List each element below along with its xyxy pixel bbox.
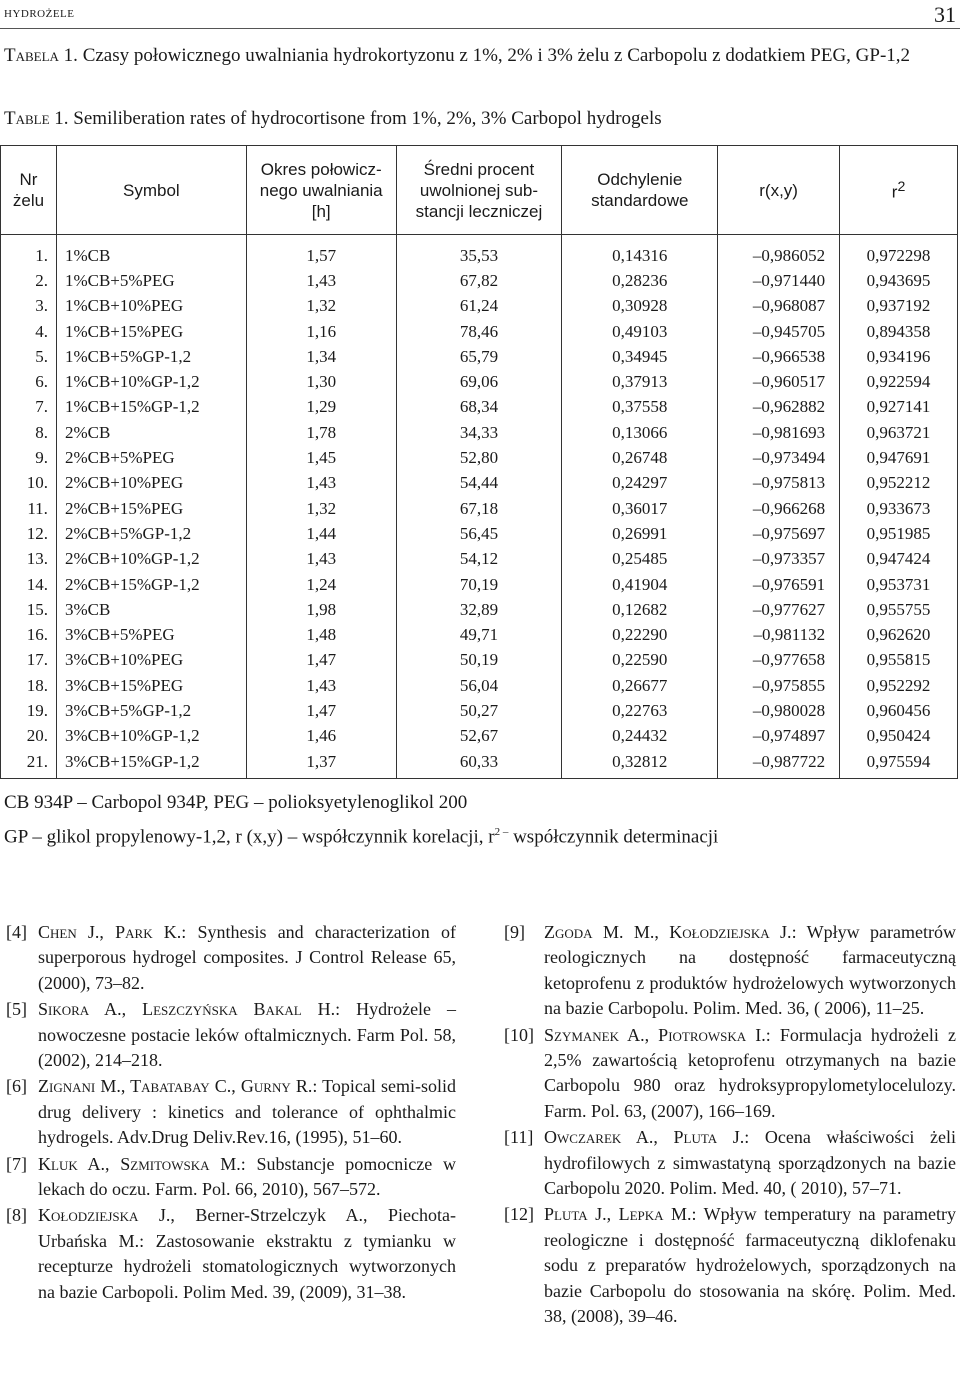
cell-r2: 0,934196 — [840, 344, 958, 369]
reference-text: , Berner-Strzelczyk A., Piechota-Urbańska M.: Zastosowanie ekstraktu z tymianku w recepturze hydrożeli stomatologicznych wytworzonych na bazie Carbopoli. Polim Med. 39, (2009), 31–38. — [38, 1205, 456, 1302]
cell-sredni: 61,24 — [396, 294, 562, 319]
cell-rxy: –0,971440 — [718, 268, 840, 293]
table-row — [1, 369, 958, 394]
cell-rxy: –0,973494 — [718, 445, 840, 470]
table-row — [1, 724, 958, 749]
cell-r2: 0,922594 — [840, 369, 958, 394]
table-row — [1, 648, 958, 673]
cell-symbol: 1%CB+15%GP-1,2 — [56, 395, 246, 420]
cell-symbol: 1%CB+15%PEG — [56, 319, 246, 344]
cell-odch: 0,14316 — [562, 235, 718, 269]
cell-sredni: 54,44 — [396, 471, 562, 496]
reference-text: : Wpływ temperatury na parametry reologiczne i dostępność farmaceutyczną diklofenaku sodu z preparatów hydrożelowych, sporządzonych na bazie Carbopolu do stosowania na skórę. Polim. Med. 38, (2008), 39–46. — [544, 1204, 956, 1327]
cell-r2: 0,960456 — [840, 698, 958, 723]
cell-okres: 1,24 — [246, 572, 396, 597]
reference-number: [12] — [504, 1204, 534, 1225]
cell-odch: 0,25485 — [562, 547, 718, 572]
cell-sredni: 60,33 — [396, 749, 562, 779]
cell-sredni: 52,67 — [396, 724, 562, 749]
cell-nr: 7. — [1, 395, 57, 420]
cell-odch: 0,13066 — [562, 420, 718, 445]
cell-okres: 1,57 — [246, 235, 396, 269]
cell-r2: 0,955815 — [840, 648, 958, 673]
cell-r2: 0,953731 — [840, 572, 958, 597]
cell-nr: 15. — [1, 597, 57, 622]
cell-sredni: 67,82 — [396, 268, 562, 293]
cell-sredni: 67,18 — [396, 496, 562, 521]
cell-nr: 13. — [1, 547, 57, 572]
cell-okres: 1,37 — [246, 749, 396, 779]
cell-nr: 20. — [1, 724, 57, 749]
cell-odch: 0,49103 — [562, 319, 718, 344]
cell-rxy: –0,975813 — [718, 471, 840, 496]
cell-sredni: 70,19 — [396, 572, 562, 597]
table-row — [1, 344, 958, 369]
footnote-2-sup: 2 – — [494, 826, 509, 838]
table-row — [1, 445, 958, 470]
table-row — [1, 420, 958, 445]
reference-authors: Chen J., Park K. — [38, 922, 182, 942]
header-rxy: r(x,y) — [718, 146, 840, 235]
table-row — [1, 268, 958, 293]
table-row — [1, 235, 958, 269]
cell-odch: 0,22290 — [562, 622, 718, 647]
reference-number: [6] — [6, 1076, 27, 1097]
cell-rxy: –0,975697 — [718, 521, 840, 546]
cell-sredni: 50,27 — [396, 698, 562, 723]
cell-sredni: 78,46 — [396, 319, 562, 344]
cell-nr: 17. — [1, 648, 57, 673]
cell-okres: 1,43 — [246, 547, 396, 572]
cell-rxy: –0,987722 — [718, 749, 840, 779]
cell-odch: 0,24297 — [562, 471, 718, 496]
cell-okres: 1,30 — [246, 369, 396, 394]
cell-odch: 0,26991 — [562, 521, 718, 546]
reference-item — [504, 1023, 956, 1125]
cell-symbol: 3%CB+10%PEG — [56, 648, 246, 673]
caption-label-en: Table 1. — [4, 108, 69, 129]
footnote-1: CB 934P – Carbopol 934P, PEG – polioksyetylenoglikol 200 — [4, 792, 468, 813]
cell-rxy: –0,981693 — [718, 420, 840, 445]
reference-number: [10] — [504, 1024, 534, 1045]
cell-symbol: 3%CB+5%PEG — [56, 622, 246, 647]
cell-nr: 14. — [1, 572, 57, 597]
reference-text: : Hydrożele – nowoczesne postacie leków oftalmicznych. Farm Pol. 58, (2002), 214–218. — [38, 999, 456, 1071]
cell-sredni: 52,80 — [396, 445, 562, 470]
cell-nr: 18. — [1, 673, 57, 698]
cell-rxy: –0,981132 — [718, 622, 840, 647]
cell-okres: 1,43 — [246, 471, 396, 496]
cell-okres: 1,34 — [246, 344, 396, 369]
cell-r2: 0,951985 — [840, 521, 958, 546]
cell-symbol: 1%CB+10%GP-1,2 — [56, 369, 246, 394]
cell-nr: 1. — [1, 235, 57, 269]
cell-odch: 0,36017 — [562, 496, 718, 521]
cell-r2: 0,962620 — [840, 622, 958, 647]
header-symbol: Symbol — [56, 146, 246, 235]
table-row — [1, 698, 958, 723]
reference-item — [504, 1125, 956, 1201]
reference-authors: Zignani M., Tabatabay C., Gurny R. — [38, 1076, 313, 1097]
cell-sredni: 65,79 — [396, 344, 562, 369]
cell-okres: 1,32 — [246, 294, 396, 319]
cell-odch: 0,30928 — [562, 294, 718, 319]
table-row — [1, 622, 958, 647]
cell-r2: 0,955755 — [840, 597, 958, 622]
page-header — [0, 2, 960, 26]
header-rule — [0, 28, 960, 29]
cell-rxy: –0,973357 — [718, 547, 840, 572]
caption-text-pl: Czasy połowicznego uwalniania hydrokortyzonu z 1%, 2% i 3% żelu z Carbopolu z dodatkiem PEG, GP-1,2 — [82, 45, 911, 66]
table-row — [1, 597, 958, 622]
cell-r2: 0,927141 — [840, 395, 958, 420]
reference-item — [6, 997, 456, 1073]
reference-number: [7] — [6, 1153, 27, 1174]
reference-item — [6, 920, 456, 996]
reference-number: [11] — [504, 1127, 534, 1148]
cell-symbol: 3%CB+5%GP-1,2 — [56, 698, 246, 723]
reference-authors: Pluta J., Lepka M. — [544, 1204, 692, 1225]
running-title: hydrożele — [4, 4, 75, 21]
cell-symbol: 3%CB+15%PEG — [56, 673, 246, 698]
cell-sredni: 68,34 — [396, 395, 562, 420]
cell-nr: 16. — [1, 622, 57, 647]
table-row — [1, 547, 958, 572]
cell-symbol: 2%CB+10%GP-1,2 — [56, 547, 246, 572]
cell-r2: 0,947691 — [840, 445, 958, 470]
cell-okres: 1,43 — [246, 268, 396, 293]
cell-r2: 0,975594 — [840, 749, 958, 779]
cell-rxy: –0,980028 — [718, 698, 840, 723]
cell-rxy: –0,966268 — [718, 496, 840, 521]
cell-r2: 0,972298 — [840, 235, 958, 269]
reference-authors: Kołodziejska J. — [38, 1205, 171, 1226]
table-row — [1, 496, 958, 521]
cell-odch: 0,28236 — [562, 268, 718, 293]
cell-symbol: 3%CB — [56, 597, 246, 622]
cell-okres: 1,16 — [246, 319, 396, 344]
cell-sredni: 32,89 — [396, 597, 562, 622]
cell-r2: 0,943695 — [840, 268, 958, 293]
reference-authors: Kluk A., Szmitowska M. — [38, 1153, 241, 1174]
cell-symbol: 1%CB+5%GP-1,2 — [56, 344, 246, 369]
cell-sredni: 49,71 — [396, 622, 562, 647]
cell-r2: 0,933673 — [840, 496, 958, 521]
cell-symbol: 1%CB+10%PEG — [56, 294, 246, 319]
cell-odch: 0,22590 — [562, 648, 718, 673]
cell-r2: 0,952212 — [840, 471, 958, 496]
reference-item — [6, 1203, 456, 1305]
cell-sredni: 35,53 — [396, 235, 562, 269]
cell-rxy: –0,968087 — [718, 294, 840, 319]
cell-nr: 5. — [1, 344, 57, 369]
cell-okres: 1,47 — [246, 698, 396, 723]
cell-nr: 4. — [1, 319, 57, 344]
cell-odch: 0,26677 — [562, 673, 718, 698]
reference-text: : Substancje pomocnicze w lekach do oczu. Farm. Pol. 66, 2010), 567–572. — [38, 1153, 456, 1200]
table-header-row — [1, 146, 958, 235]
cell-sredni: 56,45 — [396, 521, 562, 546]
table-caption-pl — [4, 44, 954, 68]
header-sredni: Średni procent uwolnionej sub-stancji leczniczej — [396, 146, 562, 235]
reference-authors: Szymanek A., Piotrowska I. — [544, 1024, 766, 1045]
cell-rxy: –0,974897 — [718, 724, 840, 749]
references-right-column — [504, 920, 956, 1331]
cell-nr: 10. — [1, 471, 57, 496]
cell-okres: 1,45 — [246, 445, 396, 470]
reference-item — [504, 920, 956, 1022]
cell-nr: 3. — [1, 294, 57, 319]
reference-text: : Synthesis and characterization of superporous hydrogel composites. J Control Release 65, (2000), 73–82. — [38, 922, 456, 993]
cell-r2: 0,947424 — [840, 547, 958, 572]
cell-nr: 2. — [1, 268, 57, 293]
cell-rxy: –0,986052 — [718, 235, 840, 269]
table-row — [1, 395, 958, 420]
cell-r2: 0,937192 — [840, 294, 958, 319]
footnote-2-text-b: współczynnik determinacji — [508, 826, 719, 848]
caption-text-en: Semiliberation rates of hydrocortisone from 1%, 2%, 3% Carbopol hydrogels — [73, 108, 662, 129]
table-row — [1, 572, 958, 597]
cell-symbol: 2%CB+5%GP-1,2 — [56, 521, 246, 546]
cell-nr: 9. — [1, 445, 57, 470]
results-table — [0, 145, 958, 779]
cell-rxy: –0,976591 — [718, 572, 840, 597]
cell-okres: 1,46 — [246, 724, 396, 749]
cell-odch: 0,12682 — [562, 597, 718, 622]
cell-odch: 0,41904 — [562, 572, 718, 597]
cell-odch: 0,22763 — [562, 698, 718, 723]
table-row — [1, 521, 958, 546]
caption-label-pl: Tabela 1. — [4, 45, 78, 66]
cell-odch: 0,34945 — [562, 344, 718, 369]
cell-okres: 1,44 — [246, 521, 396, 546]
cell-rxy: –0,960517 — [718, 369, 840, 394]
cell-nr: 6. — [1, 369, 57, 394]
cell-sredni: 50,19 — [396, 648, 562, 673]
cell-sredni: 54,12 — [396, 547, 562, 572]
cell-symbol: 2%CB+10%PEG — [56, 471, 246, 496]
reference-number: [9] — [504, 922, 525, 942]
cell-r2: 0,952292 — [840, 673, 958, 698]
reference-text: : Wpływ parametrów reologicznych na dostępność farmaceutyczną ketoprofenu z produktów hydrożelowych wytworzonych na bazie Carbopolu. Polim. Med. 36, ( 2006), 11–25. — [544, 922, 956, 1019]
cell-rxy: –0,977627 — [718, 597, 840, 622]
reference-item — [6, 1074, 456, 1150]
cell-rxy: –0,966538 — [718, 344, 840, 369]
cell-rxy: –0,962882 — [718, 395, 840, 420]
cell-odch: 0,26748 — [562, 445, 718, 470]
table-row — [1, 319, 958, 344]
reference-text: : Ocena właściwości żeli hydrofilowych z simwastatyną sporządzonych na bazie Carbopolu 2020. Polim. Med. 40, ( 2010), 57–71. — [544, 1127, 956, 1199]
cell-symbol: 2%CB+15%PEG — [56, 496, 246, 521]
cell-rxy: –0,945705 — [718, 319, 840, 344]
cell-okres: 1,47 — [246, 648, 396, 673]
cell-nr: 21. — [1, 749, 57, 779]
reference-number: [4] — [6, 922, 27, 942]
reference-item — [504, 1202, 956, 1329]
cell-r2: 0,950424 — [840, 724, 958, 749]
cell-nr: 19. — [1, 698, 57, 723]
reference-text: : Formulacja hydrożeli z 2,5% zawartością ketoprofenu otrzymanych na bazie Carbopolu 980 oraz hydroksypropylometylocelulozy. Farm. Pol. 63, (2007), 166–169. — [544, 1024, 956, 1121]
table-row — [1, 673, 958, 698]
cell-okres: 1,32 — [246, 496, 396, 521]
cell-symbol: 2%CB+5%PEG — [56, 445, 246, 470]
cell-rxy: –0,975855 — [718, 673, 840, 698]
table-row — [1, 471, 958, 496]
cell-odch: 0,37913 — [562, 369, 718, 394]
cell-rxy: –0,977658 — [718, 648, 840, 673]
reference-text: : Topical semi-solid drug delivery : kinetics and tolerance of ophthalmic hydrogels. Adv.Drug Deliv.Rev.16, (1995), 51–60. — [38, 1076, 456, 1148]
cell-okres: 1,29 — [246, 395, 396, 420]
header-nr: Nr żelu — [1, 146, 57, 235]
reference-authors: Sikora A., Leszczyńska Bakal H. — [38, 999, 336, 1020]
cell-r2: 0,963721 — [840, 420, 958, 445]
table-caption-en — [4, 107, 954, 131]
footnote-2-text-a: GP – glikol propylenowy-1,2, r (x,y) – współczynnik korelacji, r — [4, 826, 495, 848]
cell-nr: 12. — [1, 521, 57, 546]
page-number: 31 — [934, 2, 956, 27]
reference-number: [8] — [6, 1205, 27, 1226]
reference-authors: Zgoda M. M., Kołodziejska J. — [544, 922, 792, 942]
cell-symbol: 3%CB+10%GP-1,2 — [56, 724, 246, 749]
cell-r2: 0,894358 — [840, 319, 958, 344]
cell-sredni: 56,04 — [396, 673, 562, 698]
table-row — [1, 749, 958, 779]
table-row — [1, 294, 958, 319]
cell-okres: 1,78 — [246, 420, 396, 445]
references-left-column — [6, 920, 456, 1306]
reference-item — [6, 1152, 456, 1203]
cell-nr: 8. — [1, 420, 57, 445]
cell-okres: 1,98 — [246, 597, 396, 622]
header-r2 — [840, 146, 958, 235]
header-r2-base: r — [891, 182, 898, 202]
header-okres: Okres połowicz-nego uwalniania [h] — [246, 146, 396, 235]
cell-symbol: 2%CB+15%GP-1,2 — [56, 572, 246, 597]
cell-symbol: 3%CB+15%GP-1,2 — [56, 749, 246, 779]
cell-okres: 1,48 — [246, 622, 396, 647]
cell-okres: 1,43 — [246, 673, 396, 698]
cell-odch: 0,32812 — [562, 749, 718, 779]
reference-authors: Owczarek A., Pluta J. — [544, 1127, 745, 1148]
cell-sredni: 69,06 — [396, 369, 562, 394]
table-body — [1, 235, 958, 779]
reference-number: [5] — [6, 999, 27, 1020]
cell-symbol: 2%CB — [56, 420, 246, 445]
cell-nr: 11. — [1, 496, 57, 521]
cell-symbol: 1%CB+5%PEG — [56, 268, 246, 293]
header-r2-sup: 2 — [897, 179, 906, 196]
cell-odch: 0,24432 — [562, 724, 718, 749]
cell-odch: 0,37558 — [562, 395, 718, 420]
cell-symbol: 1%CB — [56, 235, 246, 269]
cell-sredni: 34,33 — [396, 420, 562, 445]
header-odchylenie: Odchylenie standardowe — [562, 146, 718, 235]
footnote-2 — [4, 826, 718, 848]
